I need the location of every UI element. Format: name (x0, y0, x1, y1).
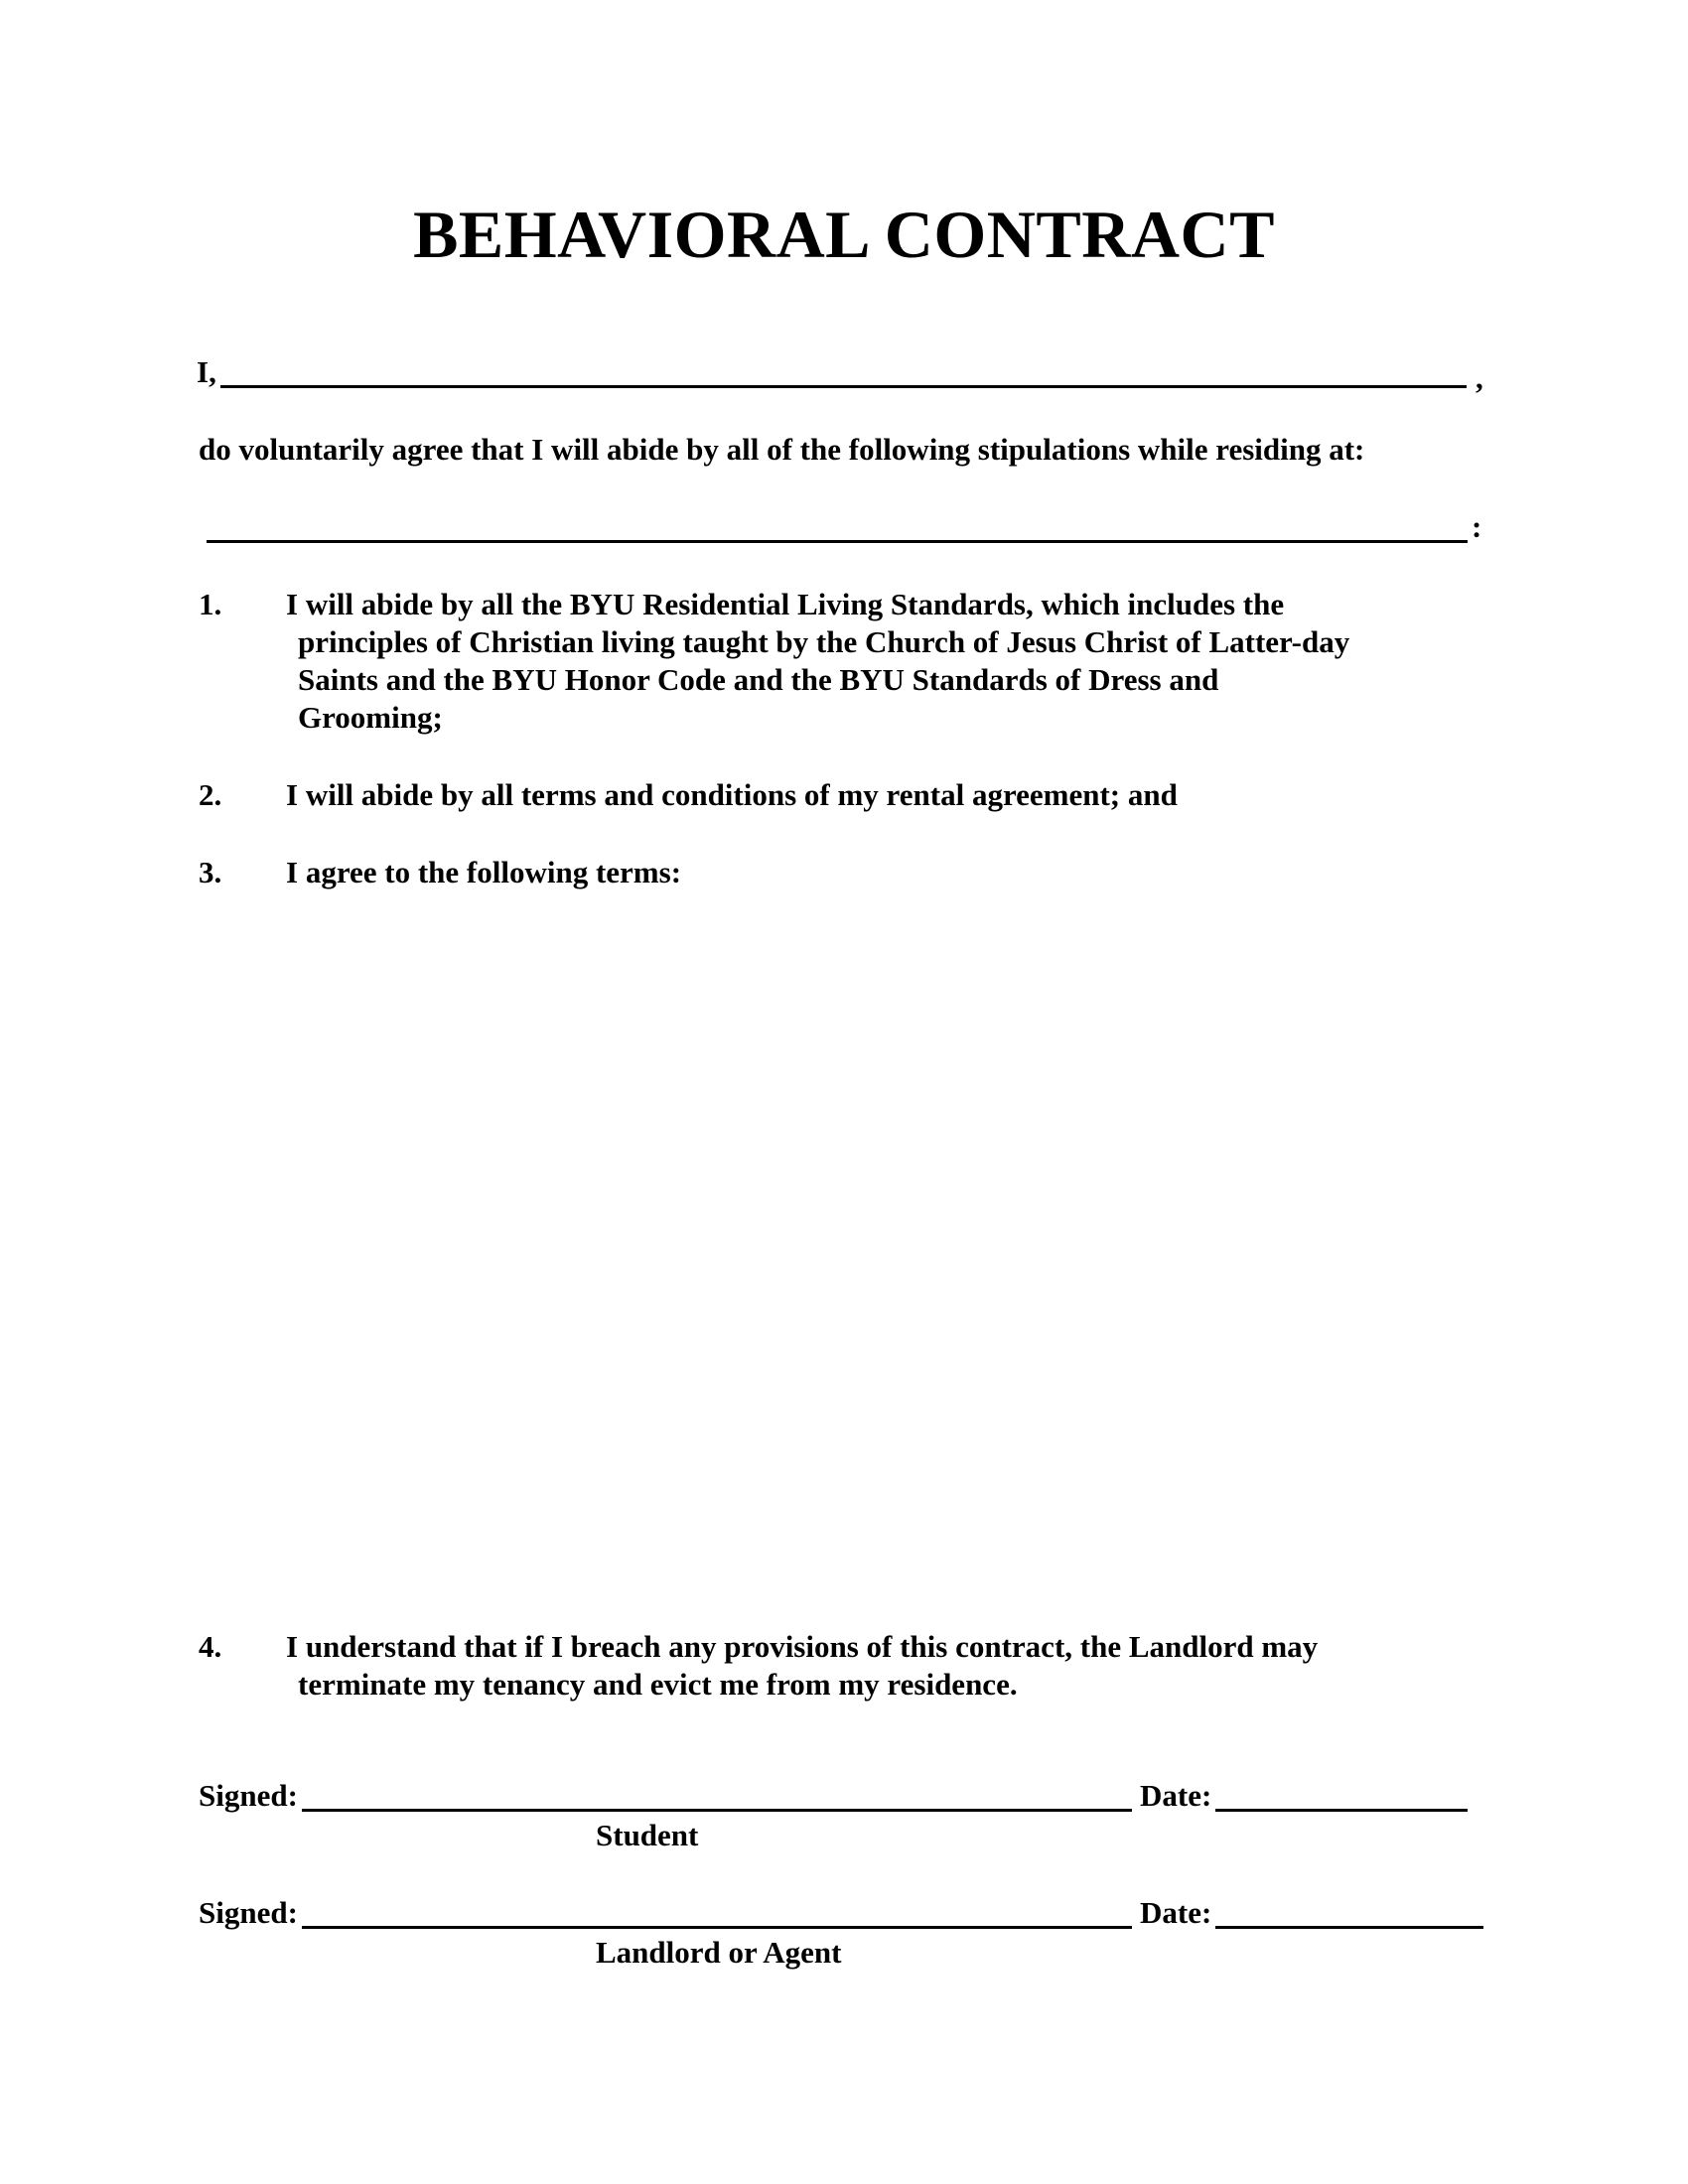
landlord-date-label: Date: (1140, 1895, 1212, 1930)
landlord-date-line[interactable] (1215, 1926, 1483, 1929)
student-role-caption: Student (596, 1818, 699, 1852)
item-4-number: 4. (199, 1629, 222, 1664)
student-signed-label: Signed: (199, 1778, 298, 1813)
landlord-signed-label: Signed: (199, 1895, 298, 1930)
name-prefix: I, (197, 354, 216, 389)
item-1-line-2: principles of Christian living taught by the Church of Jesus Christ of Latter-day (298, 624, 1350, 659)
item-2-number: 2. (199, 777, 222, 812)
item-1-line-4: Grooming; (298, 700, 443, 735)
landlord-signature-line[interactable] (302, 1926, 1132, 1929)
item-3-number: 3. (199, 855, 222, 889)
address-blank-line[interactable] (207, 540, 1468, 543)
item-4-line-1: I understand that if I breach any provisions of this contract, the Landlord may (286, 1629, 1319, 1664)
name-suffix: , (1476, 360, 1483, 395)
name-blank-line[interactable] (220, 385, 1467, 388)
address-suffix: : (1472, 509, 1482, 544)
item-1-number: 1. (199, 587, 222, 621)
terms-blank-area[interactable] (286, 903, 1468, 1598)
item-3-line-1: I agree to the following terms: (286, 855, 682, 889)
item-1-line-3: Saints and the BYU Honor Code and the BYU Standards of Dress and (298, 662, 1219, 697)
item-1-line-1: I will abide by all the BYU Residential Living Standards, which includes the (286, 587, 1285, 621)
landlord-role-caption: Landlord or Agent (596, 1935, 842, 1970)
student-date-label: Date: (1140, 1778, 1212, 1813)
student-date-line[interactable] (1215, 1809, 1468, 1812)
agreement-statement: do voluntarily agree that I will abide by all of the following stipulations while residing at: (199, 432, 1365, 467)
item-2-line-1: I will abide by all terms and conditions of my rental agreement; and (286, 777, 1178, 812)
student-signature-line[interactable] (302, 1809, 1132, 1812)
item-4-line-2: terminate my tenancy and evict me from my residence. (298, 1667, 1018, 1702)
document-title: BEHAVIORAL CONTRACT (413, 197, 1275, 272)
